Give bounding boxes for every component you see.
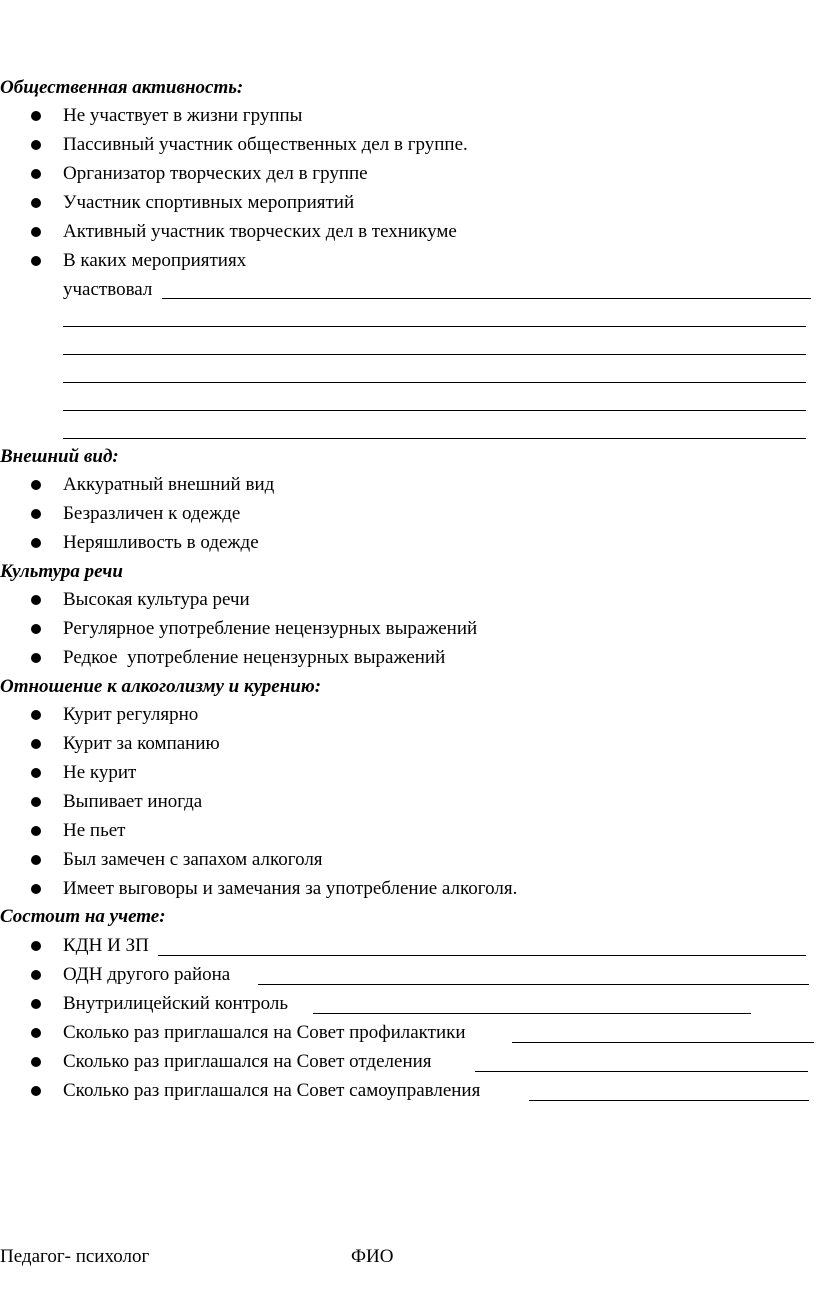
bullet-icon (31, 855, 41, 865)
list-item: Внутрилицейский контроль (63, 993, 289, 1014)
list-item: Регулярное употребление нецензурных выражений (63, 618, 478, 639)
list-item: Активный участник творческих дел в техникуме (63, 221, 457, 242)
list-item: Аккуратный внешний вид (63, 474, 275, 495)
list-item: Участник спортивных мероприятий (63, 192, 355, 213)
list-item: Высокая культура речи (63, 589, 250, 610)
fill-line (63, 354, 806, 355)
fill-line (162, 298, 811, 299)
list-item: Сколько раз приглашался на Совет самоуправления (63, 1080, 481, 1101)
bullet-icon (31, 710, 41, 720)
bullet-icon (31, 1028, 41, 1038)
bullet-icon (31, 653, 41, 663)
bullet-icon (31, 941, 41, 951)
bullet-icon (31, 797, 41, 807)
list-item: Неряшливость в одежде (63, 532, 259, 553)
bullet-icon (31, 169, 41, 179)
fill-line (63, 438, 806, 439)
list-item: Пассивный участник общественных дел в группе. (63, 134, 468, 155)
list-item: Безразличен к одежде (63, 503, 241, 524)
footer-role: Педагог- психолог (0, 1246, 150, 1267)
bullet-icon (31, 140, 41, 150)
list-item: Выпивает иногда (63, 791, 203, 812)
fill-line (512, 1042, 814, 1043)
bullet-icon (31, 884, 41, 894)
list-item: Организатор творческих дел в группе (63, 163, 368, 184)
list-item: Не курит (63, 762, 137, 783)
bullet-icon (31, 480, 41, 490)
fill-line (63, 326, 806, 327)
list-item: Был замечен с запахом алкоголя (63, 849, 323, 870)
bullet-icon (31, 111, 41, 121)
bullet-icon (31, 1086, 41, 1096)
bullet-icon (31, 624, 41, 634)
participated-label: участвовал (63, 279, 153, 300)
fill-line (313, 1013, 751, 1014)
bullet-icon (31, 538, 41, 548)
fill-line (158, 955, 806, 956)
bullet-icon (31, 227, 41, 237)
bullet-icon (31, 595, 41, 605)
list-item: Сколько раз приглашался на Совет отделения (63, 1051, 432, 1072)
bullet-icon (31, 739, 41, 749)
list-item: Имеет выговоры и замечания за употребление алкоголя. (63, 878, 518, 899)
fill-line (475, 1071, 808, 1072)
section-heading-social-activity: Общественная активность: (0, 77, 244, 98)
bullet-icon (31, 1057, 41, 1067)
list-item: Курит за компанию (63, 733, 220, 754)
bullet-icon (31, 256, 41, 266)
fill-line (258, 984, 809, 985)
bullet-icon (31, 768, 41, 778)
section-heading-appearance: Внешний вид: (0, 446, 119, 467)
list-item: Не пьет (63, 820, 126, 841)
list-item: Сколько раз приглашался на Совет профилактики (63, 1022, 466, 1043)
list-item: В каких мероприятиях (63, 250, 247, 271)
section-heading-alcohol-smoking: Отношение к алкоголизму и курению: (0, 676, 322, 697)
bullet-icon (31, 970, 41, 980)
section-heading-speech-culture: Культура речи (0, 561, 123, 582)
bullet-icon (31, 826, 41, 836)
fill-line (63, 382, 806, 383)
footer-name-label: ФИО (351, 1246, 394, 1267)
list-item: Курит регулярно (63, 704, 199, 725)
list-item: КДН И ЗП (63, 935, 149, 956)
fill-line (529, 1100, 809, 1101)
bullet-icon (31, 198, 41, 208)
list-item: Редкое употребление нецензурных выражений (63, 647, 446, 668)
bullet-icon (31, 999, 41, 1009)
fill-line (63, 410, 806, 411)
list-item: Не участвует в жизни группы (63, 105, 303, 126)
list-item: ОДН другого района (63, 964, 231, 985)
bullet-icon (31, 509, 41, 519)
section-heading-registered: Состоит на учете: (0, 906, 166, 927)
